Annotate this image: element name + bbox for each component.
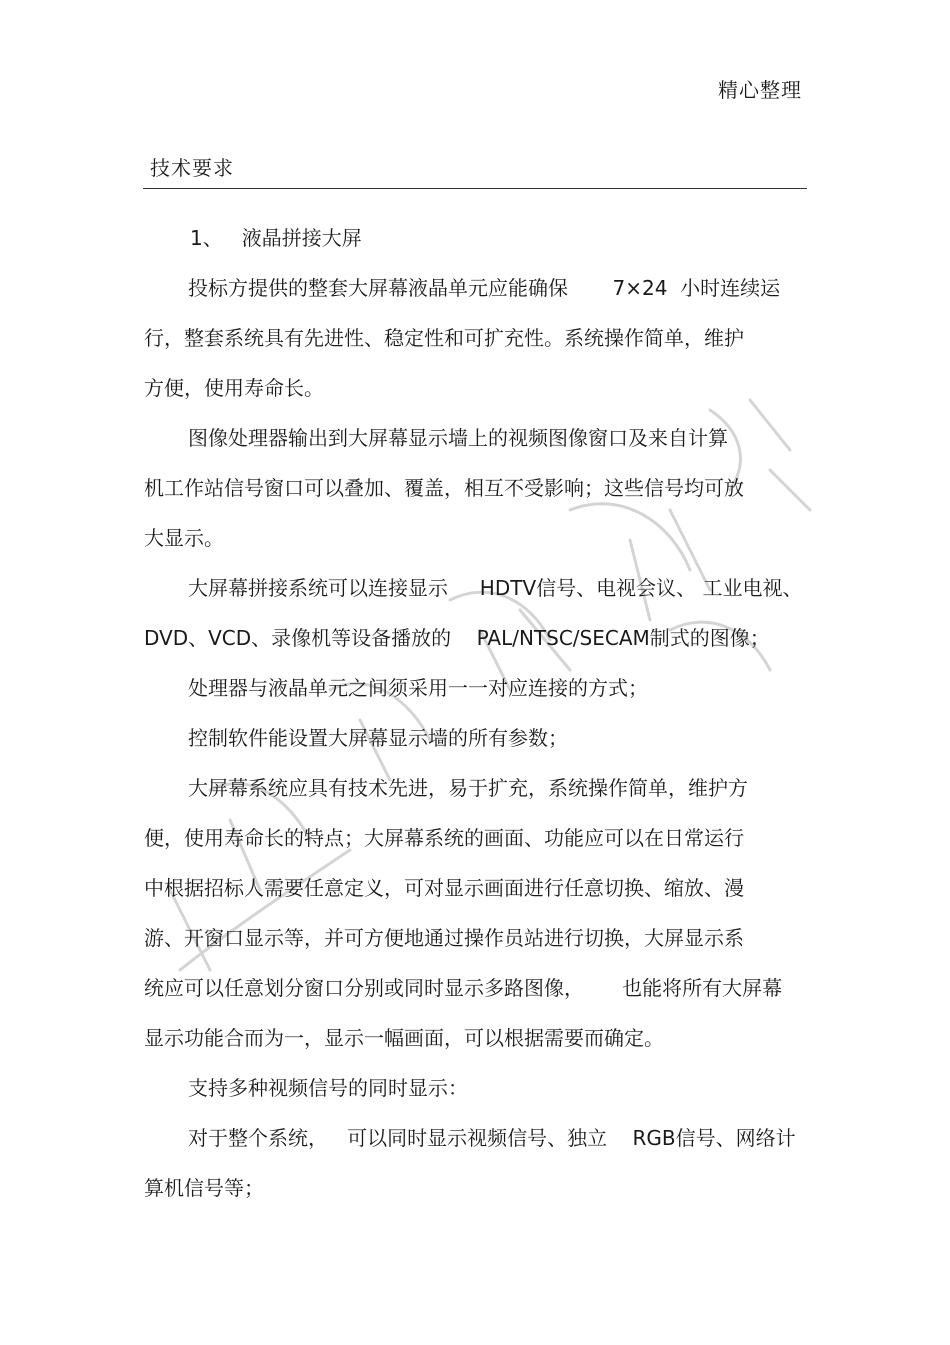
paragraph-line: 投标方提供的整套大屏幕液晶单元应能确保 7×24 小时连续运 bbox=[188, 276, 781, 300]
page-header-label: 精心整理 bbox=[718, 78, 802, 102]
paragraph-line: 游、开窗口显示等，并可方便地通过操作员站进行切换，大屏显示系 bbox=[144, 926, 744, 950]
paragraph-line: 便，使用寿命长的特点；大屏幕系统的画面、功能应可以在日常运行 bbox=[144, 826, 744, 850]
paragraph-line: 对于整个系统， 可以同时显示视频信号、独立 RGB信号、网络计 bbox=[188, 1126, 796, 1150]
paragraph-line: 图像处理器输出到大屏幕显示墙上的视频图像窗口及来自计算 bbox=[188, 426, 728, 450]
paragraph-line: 控制软件能设置大屏幕显示墙的所有参数； bbox=[188, 726, 568, 750]
paragraph-line: 处理器与液晶单元之间须采用一一对应连接的方式； bbox=[188, 676, 648, 700]
paragraph-line: 中根据招标人需要任意定义，可对显示画面进行任意切换、缩放、漫 bbox=[144, 876, 744, 900]
paragraph-line: 统应可以任意划分窗口分别或同时显示多路图像， 也能将所有大屏幕 bbox=[144, 976, 783, 1000]
paragraph-line: 行，整套系统具有先进性、稳定性和可扩充性。系统操作简单，维护 bbox=[144, 326, 744, 350]
paragraph-line: 大屏幕系统应具有技术先进，易于扩充，系统操作简单，维护方 bbox=[188, 776, 748, 800]
paragraph-line: 机工作站信号窗口可以叠加、覆盖，相互不受影响；这些信号均可放 bbox=[144, 476, 744, 500]
section-divider bbox=[143, 188, 807, 189]
section-title: 技术要求 bbox=[150, 156, 234, 180]
paragraph-line: 算机信号等； bbox=[144, 1176, 264, 1200]
paragraph-line: 支持多种视频信号的同时显示： bbox=[188, 1076, 468, 1100]
paragraph-line: 大显示。 bbox=[144, 526, 224, 550]
paragraph-line: DVD、VCD、录像机等设备播放的 PAL/NTSC/SECAM制式的图像； bbox=[144, 626, 770, 650]
item-heading: 1、 液晶拼接大屏 bbox=[190, 226, 362, 250]
paragraph-line: 显示功能合而为一，显示一幅画面，可以根据需要而确定。 bbox=[144, 1026, 664, 1050]
paragraph-line: 大屏幕拼接系统可以连接显示 HDTV信号、电视会议、 工业电视、 bbox=[188, 576, 803, 600]
paragraph-line: 方便，使用寿命长。 bbox=[144, 376, 324, 400]
